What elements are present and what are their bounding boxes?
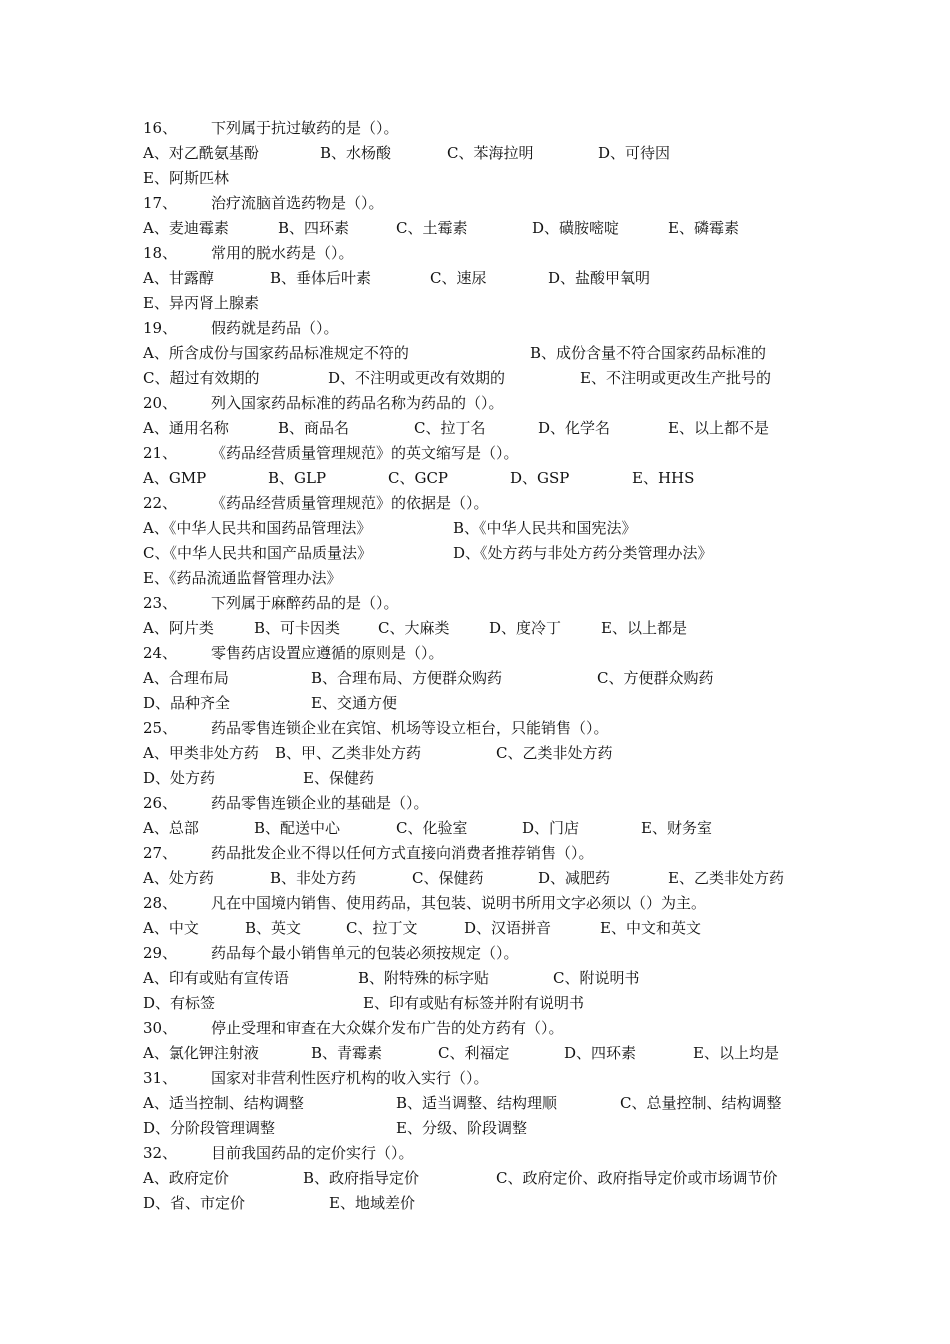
answer-option: E、以上都是: [601, 619, 687, 637]
answer-option: B、垂体后叶素: [270, 269, 372, 287]
options-line: [0, 516, 950, 540]
answer-option: D、化学名: [538, 419, 611, 437]
question-line: [0, 941, 950, 965]
question-number: 27、: [143, 844, 178, 862]
answer-option: D、可待因: [598, 144, 671, 162]
options-line: [0, 1041, 950, 1065]
options-line: [0, 691, 950, 715]
options-line: [0, 916, 950, 940]
options-line: [0, 166, 950, 190]
answer-option: E、地域差价: [329, 1194, 415, 1212]
answer-option: A、适当控制、结构调整: [143, 1094, 304, 1112]
answer-option: A、合理布局: [143, 669, 229, 687]
question-line: [0, 841, 950, 865]
answer-option: C、《中华人民共和国产品质量法》: [143, 544, 372, 562]
answer-option: D、有标签: [143, 994, 216, 1012]
question-stem: 药品零售连锁企业在宾馆、机场等设立柜台，只能销售（）。: [211, 719, 609, 737]
answer-option: E、不注明或更改生产批号的: [580, 369, 771, 387]
options-line: [0, 266, 950, 290]
answer-option: B、合理布局、方便群众购药: [311, 669, 503, 687]
answer-option: C、政府定价、政府指导定价或市场调节价: [496, 1169, 778, 1187]
answer-option: E、《药品流通监督管理办法》: [143, 569, 342, 587]
answer-option: B、GLP: [268, 469, 327, 487]
answer-option: A、中文: [143, 919, 199, 937]
answer-option: A、《中华人民共和国药品管理法》: [143, 519, 372, 537]
answer-option: E、阿斯匹林: [143, 169, 229, 187]
question-number: 24、: [143, 644, 178, 662]
options-line: [0, 741, 950, 765]
question-line: [0, 491, 950, 515]
question-line: [0, 716, 950, 740]
question-stem: 目前我国药品的定价实行（）。: [211, 1144, 414, 1162]
answer-option: A、印有或贴有宣传语: [143, 969, 289, 987]
answer-option: B、甲、乙类非处方药: [275, 744, 422, 762]
answer-option: A、政府定价: [143, 1169, 229, 1187]
question-line: [0, 591, 950, 615]
options-line: [0, 366, 950, 390]
question-stem: 药品零售连锁企业的基础是（）。: [211, 794, 429, 812]
options-line: [0, 666, 950, 690]
answer-option: E、财务室: [641, 819, 712, 837]
answer-option: C、总量控制、结构调整: [620, 1094, 782, 1112]
answer-option: E、以上都不是: [668, 419, 769, 437]
question-line: [0, 116, 950, 140]
answer-option: B、成份含量不符合国家药品标准的: [530, 344, 767, 362]
answer-option: A、总部: [143, 819, 199, 837]
question-stem: 《药品经营质量管理规范》的英文缩写是（）。: [211, 444, 519, 462]
answer-option: B、可卡因类: [254, 619, 341, 637]
answer-option: C、拉丁文: [346, 919, 418, 937]
question-line: [0, 1066, 950, 1090]
answer-option: A、处方药: [143, 869, 214, 887]
question-line: [0, 1016, 950, 1040]
answer-option: E、保健药: [303, 769, 374, 787]
answer-option: B、《中华人民共和国宪法》: [453, 519, 637, 537]
answer-option: D、省、市定价: [143, 1194, 246, 1212]
question-line: [0, 316, 950, 340]
options-line: [0, 566, 950, 590]
answer-option: D、品种齐全: [143, 694, 231, 712]
question-stem: 凡在中国境内销售、使用药品，其包装、说明书所用文字必须以（）为主。: [211, 894, 707, 912]
answer-option: E、中文和英文: [600, 919, 701, 937]
question-line: [0, 1141, 950, 1165]
question-number: 23、: [143, 594, 178, 612]
options-line: [0, 341, 950, 365]
question-line: [0, 241, 950, 265]
options-line: [0, 1091, 950, 1115]
answer-option: B、配送中心: [254, 819, 341, 837]
options-line: [0, 616, 950, 640]
answer-option: E、异丙肾上腺素: [143, 294, 259, 312]
question-number: 20、: [143, 394, 178, 412]
answer-option: C、大麻类: [378, 619, 450, 637]
question-stem: 药品批发企业不得以任何方式直接向消费者推荐销售（）。: [211, 844, 594, 862]
options-line: [0, 466, 950, 490]
question-number: 32、: [143, 1144, 178, 1162]
answer-option: B、青霉素: [311, 1044, 383, 1062]
answer-option: E、磷霉素: [668, 219, 739, 237]
answer-option: D、门店: [522, 819, 580, 837]
question-stem: 常用的脱水药是（）。: [211, 244, 354, 262]
answer-option: C、保健药: [412, 869, 484, 887]
answer-option: C、苯海拉明: [447, 144, 534, 162]
answer-option: C、利福定: [438, 1044, 510, 1062]
answer-option: D、四环素: [564, 1044, 637, 1062]
question-stem: 治疗流脑首选药物是（）。: [211, 194, 384, 212]
answer-option: C、方便群众购药: [597, 669, 714, 687]
answer-option: E、印有或贴有标签并附有说明书: [363, 994, 584, 1012]
options-line: [0, 141, 950, 165]
question-number: 25、: [143, 719, 178, 737]
answer-option: D、磺胺嘧啶: [532, 219, 620, 237]
answer-option: A、通用名称: [143, 419, 229, 437]
options-line: [0, 816, 950, 840]
answer-option: C、乙类非处方药: [496, 744, 613, 762]
answer-option: B、附特殊的标字贴: [358, 969, 490, 987]
options-line: [0, 541, 950, 565]
answer-option: D、度冷丁: [489, 619, 562, 637]
question-number: 28、: [143, 894, 178, 912]
answer-option: B、非处方药: [270, 869, 357, 887]
answer-option: B、适当调整、结构理顺: [396, 1094, 558, 1112]
question-number: 16、: [143, 119, 178, 137]
options-line: [0, 1116, 950, 1140]
answer-option: B、四环素: [278, 219, 350, 237]
answer-option: A、所含成份与国家药品标准规定不符的: [143, 344, 409, 362]
answer-option: D、GSP: [510, 469, 570, 487]
question-number: 18、: [143, 244, 178, 262]
question-number: 26、: [143, 794, 178, 812]
answer-option: B、商品名: [278, 419, 350, 437]
answer-option: D、处方药: [143, 769, 216, 787]
question-stem: 停止受理和审查在大众媒介发布广告的处方药有（）。: [211, 1019, 564, 1037]
question-number: 29、: [143, 944, 178, 962]
options-line: [0, 416, 950, 440]
answer-option: C、拉丁名: [414, 419, 486, 437]
options-line: [0, 1166, 950, 1190]
question-stem: 列入国家药品标准的药品名称为药品的（）。: [211, 394, 504, 412]
question-number: 21、: [143, 444, 178, 462]
answer-option: B、英文: [245, 919, 302, 937]
options-line: [0, 216, 950, 240]
question-stem: 药品每个最小销售单元的包装必须按规定（）。: [211, 944, 519, 962]
answer-option: D、减肥药: [538, 869, 611, 887]
answer-option: E、乙类非处方药: [668, 869, 784, 887]
answer-option: E、HHS: [632, 469, 695, 487]
answer-option: A、对乙酰氨基酚: [143, 144, 259, 162]
question-stem: 假药就是药品（）。: [211, 319, 339, 337]
options-line: [0, 1191, 950, 1215]
question-stem: 国家对非营利性医疗机构的收入实行（）。: [211, 1069, 489, 1087]
answer-option: D、盐酸甲氧明: [548, 269, 651, 287]
question-line: [0, 791, 950, 815]
question-line: [0, 191, 950, 215]
answer-option: E、交通方便: [311, 694, 397, 712]
answer-option: D、汉语拼音: [464, 919, 552, 937]
question-number: 19、: [143, 319, 178, 337]
answer-option: C、GCP: [388, 469, 449, 487]
answer-option: A、GMP: [143, 469, 207, 487]
question-stem: 下列属于抗过敏药的是（）。: [211, 119, 399, 137]
question-stem: 《药品经营质量管理规范》的依据是（）。: [211, 494, 489, 512]
answer-option: A、甘露醇: [143, 269, 214, 287]
answer-option: C、附说明书: [553, 969, 640, 987]
answer-option: D、分阶段管理调整: [143, 1119, 276, 1137]
question-line: [0, 441, 950, 465]
answer-option: A、甲类非处方药: [143, 744, 259, 762]
answer-option: A、麦迪霉素: [143, 219, 229, 237]
answer-option: A、氯化钾注射液: [143, 1044, 259, 1062]
options-line: [0, 291, 950, 315]
answer-option: E、分级、阶段调整: [396, 1119, 527, 1137]
question-number: 31、: [143, 1069, 178, 1087]
answer-option: D、《处方药与非处方药分类管理办法》: [453, 544, 713, 562]
question-stem: 下列属于麻醉药品的是（）。: [211, 594, 399, 612]
answer-option: E、以上均是: [693, 1044, 779, 1062]
answer-option: B、水杨酸: [320, 144, 392, 162]
answer-option: C、速尿: [430, 269, 487, 287]
question-number: 22、: [143, 494, 178, 512]
question-number: 17、: [143, 194, 178, 212]
options-line: [0, 766, 950, 790]
answer-option: B、政府指导定价: [303, 1169, 420, 1187]
answer-option: C、化验室: [396, 819, 468, 837]
question-stem: 零售药店设置应遵循的原则是（）。: [211, 644, 444, 662]
answer-option: C、土霉素: [396, 219, 468, 237]
question-line: [0, 641, 950, 665]
answer-option: D、不注明或更改有效期的: [328, 369, 506, 387]
answer-option: C、超过有效期的: [143, 369, 260, 387]
options-line: [0, 991, 950, 1015]
options-line: [0, 866, 950, 890]
question-line: [0, 391, 950, 415]
question-line: [0, 891, 950, 915]
options-line: [0, 966, 950, 990]
answer-option: A、阿片类: [143, 619, 214, 637]
question-number: 30、: [143, 1019, 178, 1037]
